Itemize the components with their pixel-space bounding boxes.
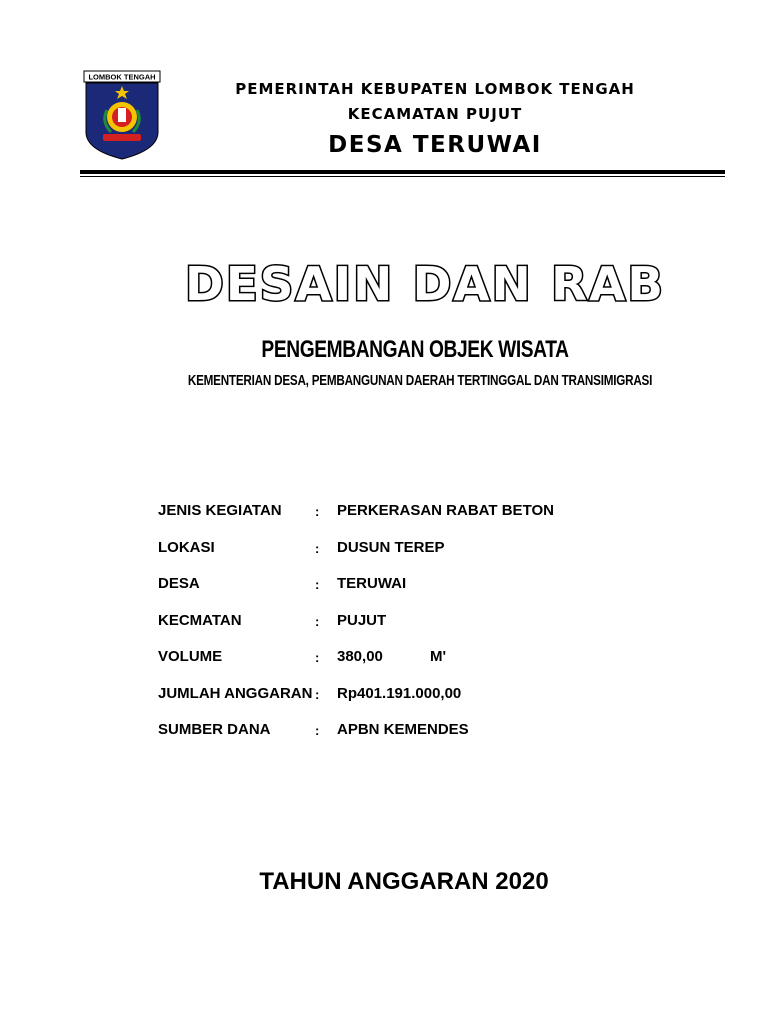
budget-year: TAHUN ANGGARAN 2020	[259, 868, 549, 895]
info-colon: :	[315, 613, 320, 629]
info-label: JENIS KEGIATAN	[158, 502, 282, 519]
info-unit: M'	[430, 648, 447, 665]
project-info-table	[158, 502, 638, 758]
info-colon: :	[315, 686, 320, 702]
info-value: DUSUN TEREP	[337, 538, 445, 556]
letterhead-district: KECAMATAN PUJUT	[347, 105, 523, 123]
logo-caption: LOMBOK TENGAH	[88, 72, 156, 82]
ministry-subtitle: KEMENTERIAN DESA, PEMBANGUNAN DAERAH TERTINGGAL DAN TRANSIMIGRASI	[187, 372, 653, 389]
info-label: SUMBER DANA	[158, 721, 271, 738]
emblem-shield-icon	[83, 70, 161, 160]
info-value: PUJUT	[337, 611, 387, 629]
info-row-volume	[158, 648, 638, 685]
info-value: 380,00	[337, 648, 383, 665]
info-value: Rp401.191.000,00	[337, 684, 462, 702]
info-colon: :	[315, 723, 320, 738]
info-colon: :	[315, 577, 320, 592]
letterhead-divider-thick	[80, 170, 725, 174]
info-row-funding-source	[158, 721, 638, 758]
info-row-location	[158, 539, 638, 576]
letterhead-village: DESA TERUWAI	[328, 132, 542, 158]
info-label: DESA	[158, 575, 200, 592]
letterhead-divider-thin	[80, 176, 725, 177]
letterhead-government: PEMERINTAH KEBUPATEN LOMBOK TENGAH	[235, 80, 635, 98]
document-title-text: DESAIN DAN RAB	[185, 257, 665, 311]
info-label: LOKASI	[158, 538, 215, 556]
info-colon: :	[315, 504, 320, 519]
info-row-village	[158, 575, 638, 612]
info-colon: :	[315, 540, 320, 556]
info-colon: :	[315, 650, 320, 665]
info-label: KECMATAN	[158, 611, 242, 629]
project-subtitle: PENGEMBANGAN OBJEK WISATA	[261, 336, 569, 363]
regency-emblem-logo	[83, 70, 161, 160]
document-title	[180, 250, 670, 316]
info-row-activity	[158, 502, 638, 539]
info-value: PERKERASAN RABAT BETON	[337, 502, 554, 519]
info-value: APBN KEMENDES	[337, 721, 469, 738]
info-row-district	[158, 612, 638, 649]
info-value: TERUWAI	[337, 575, 407, 592]
info-label: VOLUME	[158, 648, 223, 665]
info-row-budget	[158, 685, 638, 722]
info-label: JUMLAH ANGGARAN	[158, 684, 313, 702]
